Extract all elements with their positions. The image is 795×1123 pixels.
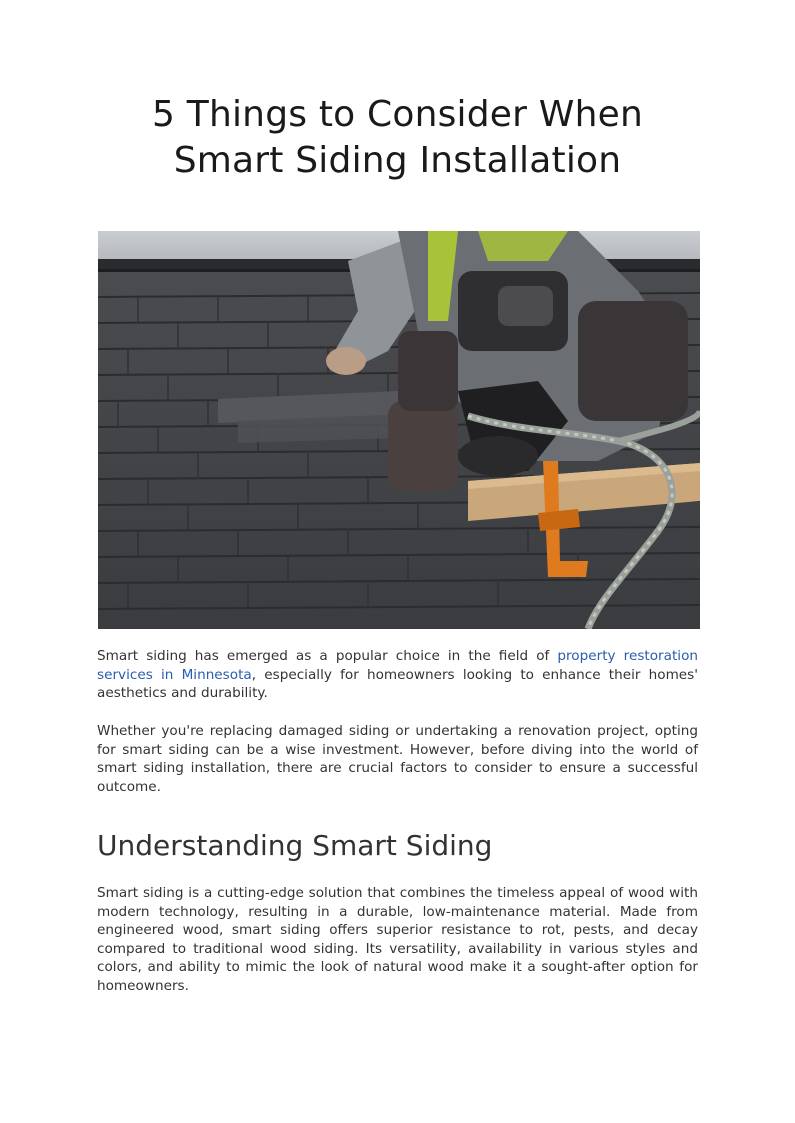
renovation-paragraph: Whether you're replacing damaged siding or undertaking a renovation project, opting for smart siding can be a wise investment. However, before diving into the world of smart siding installation, there are crucial factors to consider to ensure a successful outcome.: [97, 723, 698, 795]
property-restoration-link[interactable]: property restoration services in Minnesota: [97, 648, 699, 683]
intro-text-after-link: , especially for homeowners looking to enhance their homes' aesthetics and durability.: [97, 666, 698, 701]
intro-text-before-link: Smart siding has emerged as a popular choice in the field of: [97, 648, 558, 664]
title-line-2: Smart Siding Installation: [173, 140, 622, 181]
page-title: [0, 92, 795, 184]
roofer-photo: [98, 231, 700, 629]
intro-paragraph: [97, 647, 698, 703]
section-body-paragraph: Smart siding is a cutting-edge solution that combines the timeless appeal of wood with modern technology, resulting in a durable, low-maintenance material. Made from engineered wood, smart siding offers superior resistance to rot, pests, and decay compared to traditional wood siding. Its versatility, availability in various styles and colors, and ability to mimic the look of natural wood make it a sought-after option for homeowners.: [97, 885, 698, 994]
title-line-1: 5 Things to Consider When: [152, 94, 643, 135]
section-heading: Understanding Smart Siding: [97, 829, 493, 862]
